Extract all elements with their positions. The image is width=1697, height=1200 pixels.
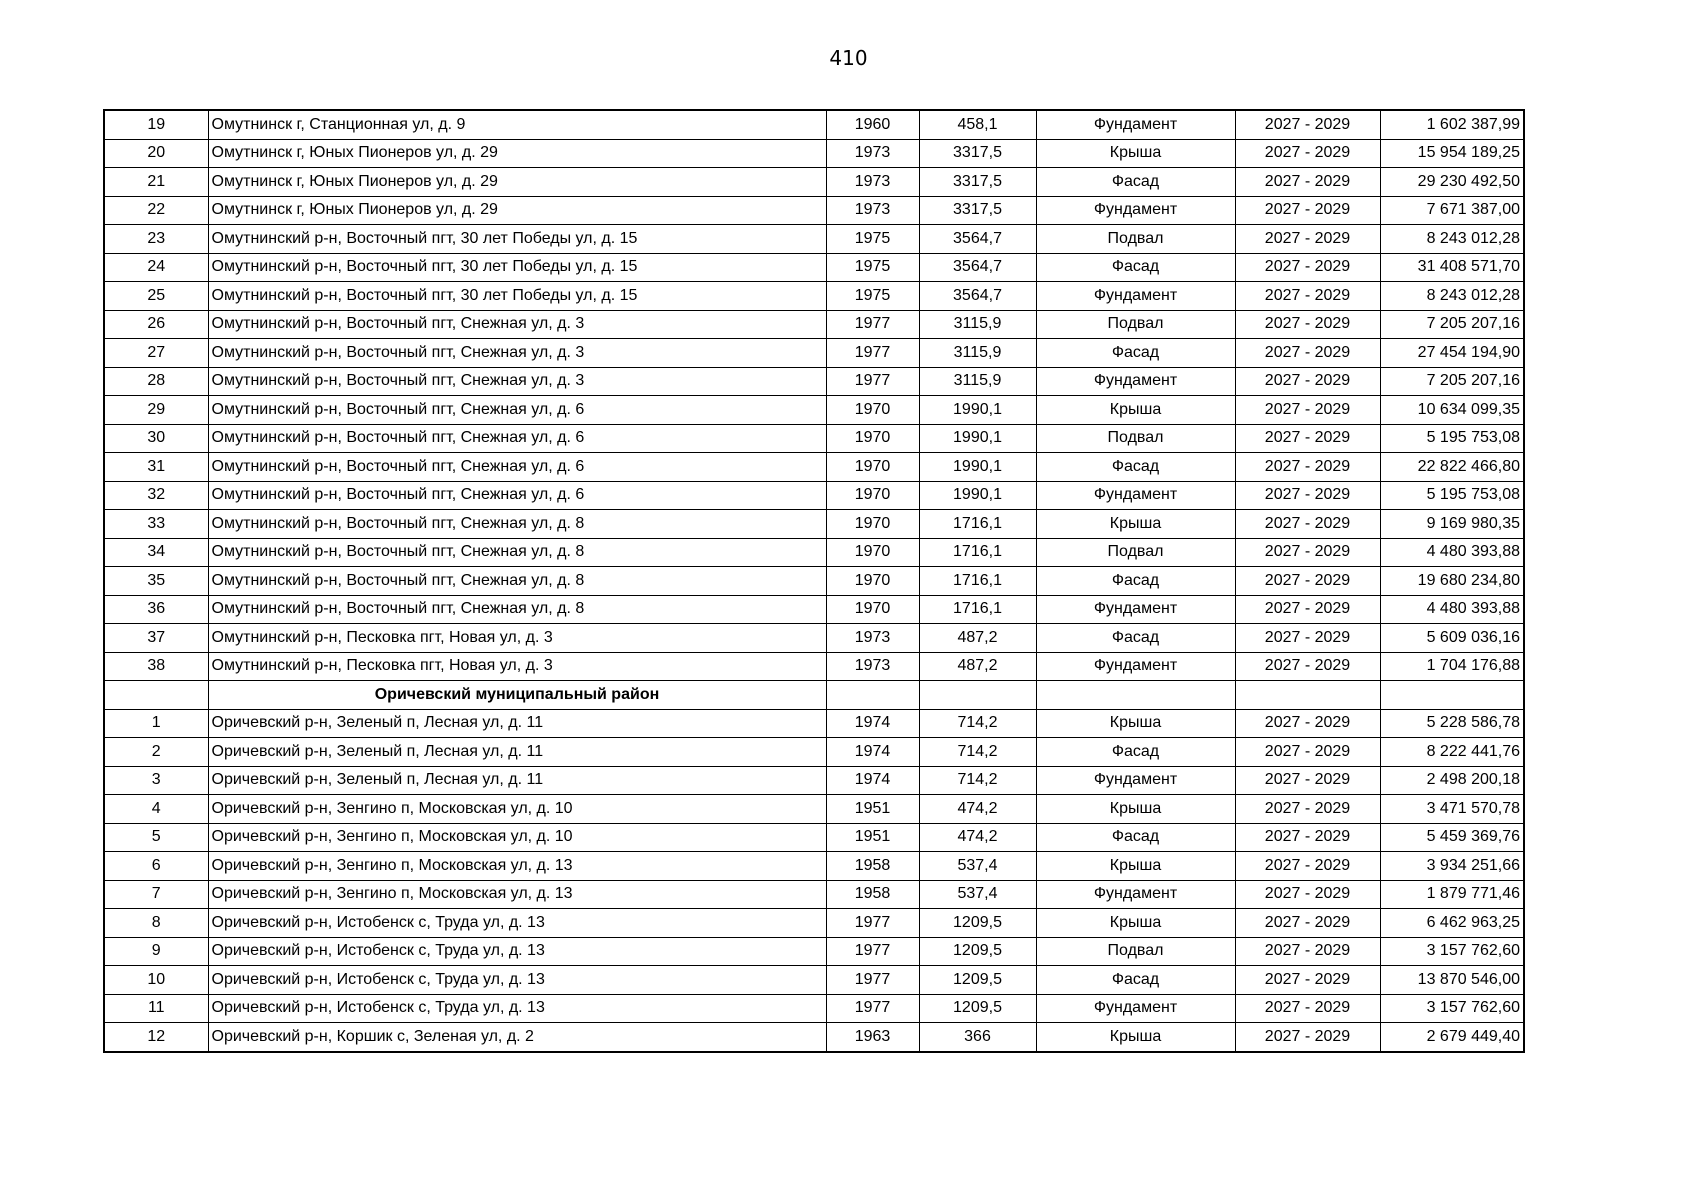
address-cell: Оричевский р-н, Зенгино п, Московская ул, д. 13 [208, 880, 826, 909]
repair-schedule-table [103, 109, 1525, 1053]
build-year-cell: 1977 [826, 909, 919, 938]
period-cell: 2027 - 2029 [1235, 282, 1380, 311]
build-year-cell: 1973 [826, 168, 919, 197]
address-cell: Оричевский р-н, Зенгино п, Московская ул, д. 10 [208, 823, 826, 852]
cost-cell: 15 954 189,25 [1380, 139, 1524, 168]
build-year-cell: 1977 [826, 994, 919, 1023]
build-year-cell: 1973 [826, 139, 919, 168]
table-row [104, 795, 1524, 824]
row-number-cell: 2 [104, 738, 208, 767]
row-number-cell: 7 [104, 880, 208, 909]
row-number-cell: 4 [104, 795, 208, 824]
build-year-cell: 1970 [826, 396, 919, 425]
table-row [104, 481, 1524, 510]
address-cell: Оричевский р-н, Зенгино п, Московская ул, д. 10 [208, 795, 826, 824]
cost-cell: 13 870 546,00 [1380, 966, 1524, 995]
work-type-cell: Фундамент [1036, 652, 1235, 681]
build-year-cell: 1974 [826, 738, 919, 767]
table-row [104, 966, 1524, 995]
cost-cell: 5 609 036,16 [1380, 624, 1524, 653]
table-row [104, 852, 1524, 881]
period-cell: 2027 - 2029 [1235, 738, 1380, 767]
address-cell: Омутнинский р-н, Восточный пгт, 30 лет Победы ул, д. 15 [208, 225, 826, 254]
address-cell: Омутнинский р-н, Восточный пгт, 30 лет Победы ул, д. 15 [208, 253, 826, 282]
row-number-cell [104, 681, 208, 710]
work-type-cell: Фасад [1036, 624, 1235, 653]
area-cell: 1990,1 [919, 481, 1036, 510]
area-cell: 474,2 [919, 795, 1036, 824]
period-cell: 2027 - 2029 [1235, 966, 1380, 995]
area-cell [919, 681, 1036, 710]
row-number-cell: 24 [104, 253, 208, 282]
build-year-cell: 1974 [826, 766, 919, 795]
area-cell: 1716,1 [919, 595, 1036, 624]
address-cell: Омутнинский р-н, Восточный пгт, 30 лет Победы ул, д. 15 [208, 282, 826, 311]
build-year-cell: 1975 [826, 282, 919, 311]
area-cell: 1209,5 [919, 994, 1036, 1023]
area-cell: 3317,5 [919, 196, 1036, 225]
cost-cell: 8 222 441,76 [1380, 738, 1524, 767]
cost-cell: 2 498 200,18 [1380, 766, 1524, 795]
build-year-cell: 1970 [826, 424, 919, 453]
area-cell: 3564,7 [919, 282, 1036, 311]
build-year-cell: 1975 [826, 225, 919, 254]
row-number-cell: 10 [104, 966, 208, 995]
area-cell: 3317,5 [919, 139, 1036, 168]
cost-cell: 5 195 753,08 [1380, 481, 1524, 510]
period-cell: 2027 - 2029 [1235, 852, 1380, 881]
cost-cell: 1 879 771,46 [1380, 880, 1524, 909]
period-cell: 2027 - 2029 [1235, 396, 1380, 425]
cost-cell: 1 704 176,88 [1380, 652, 1524, 681]
work-type-cell: Фасад [1036, 823, 1235, 852]
work-type-cell: Фундамент [1036, 766, 1235, 795]
address-cell: Оричевский р-н, Зеленый п, Лесная ул, д. 11 [208, 738, 826, 767]
row-number-cell: 35 [104, 567, 208, 596]
area-cell: 714,2 [919, 709, 1036, 738]
work-type-cell: Подвал [1036, 538, 1235, 567]
table-row [104, 994, 1524, 1023]
area-cell: 1209,5 [919, 966, 1036, 995]
area-cell: 458,1 [919, 110, 1036, 139]
address-cell: Омутнинский р-н, Восточный пгт, Снежная ул, д. 6 [208, 424, 826, 453]
table-row [104, 538, 1524, 567]
row-number-cell: 20 [104, 139, 208, 168]
area-cell: 487,2 [919, 624, 1036, 653]
table-row [104, 339, 1524, 368]
build-year-cell: 1974 [826, 709, 919, 738]
period-cell: 2027 - 2029 [1235, 453, 1380, 482]
work-type-cell: Фундамент [1036, 880, 1235, 909]
build-year-cell: 1973 [826, 196, 919, 225]
table-row [104, 652, 1524, 681]
area-cell: 1716,1 [919, 567, 1036, 596]
table-row [104, 624, 1524, 653]
period-cell: 2027 - 2029 [1235, 481, 1380, 510]
address-cell: Оричевский р-н, Зеленый п, Лесная ул, д. 11 [208, 766, 826, 795]
work-type-cell: Фундамент [1036, 367, 1235, 396]
cost-cell: 22 822 466,80 [1380, 453, 1524, 482]
address-cell: Омутнинский р-н, Восточный пгт, Снежная ул, д. 3 [208, 367, 826, 396]
area-cell: 487,2 [919, 652, 1036, 681]
row-number-cell: 25 [104, 282, 208, 311]
period-cell: 2027 - 2029 [1235, 339, 1380, 368]
period-cell: 2027 - 2029 [1235, 253, 1380, 282]
build-year-cell: 1970 [826, 453, 919, 482]
work-type-cell: Крыша [1036, 709, 1235, 738]
cost-cell: 8 243 012,28 [1380, 282, 1524, 311]
address-cell: Омутнинский р-н, Восточный пгт, Снежная ул, д. 3 [208, 310, 826, 339]
build-year-cell: 1977 [826, 367, 919, 396]
build-year-cell: 1977 [826, 937, 919, 966]
table-row [104, 310, 1524, 339]
area-cell: 1716,1 [919, 510, 1036, 539]
cost-cell: 3 934 251,66 [1380, 852, 1524, 881]
build-year-cell: 1977 [826, 310, 919, 339]
period-cell: 2027 - 2029 [1235, 168, 1380, 197]
cost-cell: 19 680 234,80 [1380, 567, 1524, 596]
build-year-cell: 1970 [826, 538, 919, 567]
build-year-cell: 1970 [826, 567, 919, 596]
work-type-cell: Фундамент [1036, 481, 1235, 510]
period-cell: 2027 - 2029 [1235, 424, 1380, 453]
work-type-cell: Подвал [1036, 225, 1235, 254]
work-type-cell: Фундамент [1036, 994, 1235, 1023]
address-cell: Омутнинск г, Юных Пионеров ул, д. 29 [208, 139, 826, 168]
cost-cell: 2 679 449,40 [1380, 1023, 1524, 1052]
area-cell: 3115,9 [919, 367, 1036, 396]
area-cell: 537,4 [919, 880, 1036, 909]
area-cell: 714,2 [919, 766, 1036, 795]
build-year-cell: 1960 [826, 110, 919, 139]
table-row [104, 424, 1524, 453]
build-year-cell: 1970 [826, 481, 919, 510]
area-cell: 1716,1 [919, 538, 1036, 567]
cost-cell: 3 471 570,78 [1380, 795, 1524, 824]
table-row [104, 225, 1524, 254]
period-cell: 2027 - 2029 [1235, 1023, 1380, 1052]
address-cell: Омутнинский р-н, Песковка пгт, Новая ул, д. 3 [208, 624, 826, 653]
work-type-cell: Фасад [1036, 966, 1235, 995]
table-row [104, 823, 1524, 852]
cost-cell: 1 602 387,99 [1380, 110, 1524, 139]
cost-cell: 3 157 762,60 [1380, 994, 1524, 1023]
section-title: Оричевский муниципальный район [208, 681, 826, 710]
table-row [104, 396, 1524, 425]
row-number-cell: 33 [104, 510, 208, 539]
work-type-cell: Фасад [1036, 453, 1235, 482]
table-row [104, 1023, 1524, 1052]
period-cell: 2027 - 2029 [1235, 937, 1380, 966]
row-number-cell: 1 [104, 709, 208, 738]
cost-cell: 27 454 194,90 [1380, 339, 1524, 368]
work-type-cell: Фасад [1036, 738, 1235, 767]
address-cell: Омутнинский р-н, Восточный пгт, Снежная ул, д. 8 [208, 595, 826, 624]
cost-cell [1380, 681, 1524, 710]
work-type-cell: Фундамент [1036, 110, 1235, 139]
row-number-cell: 26 [104, 310, 208, 339]
table-row [104, 168, 1524, 197]
period-cell: 2027 - 2029 [1235, 367, 1380, 396]
area-cell: 1209,5 [919, 937, 1036, 966]
address-cell: Омутнинский р-н, Восточный пгт, Снежная ул, д. 8 [208, 567, 826, 596]
row-number-cell: 37 [104, 624, 208, 653]
table-row [104, 738, 1524, 767]
cost-cell: 29 230 492,50 [1380, 168, 1524, 197]
area-cell: 3317,5 [919, 168, 1036, 197]
row-number-cell: 12 [104, 1023, 208, 1052]
build-year-cell: 1973 [826, 652, 919, 681]
row-number-cell: 6 [104, 852, 208, 881]
period-cell: 2027 - 2029 [1235, 766, 1380, 795]
table-row [104, 709, 1524, 738]
table-row [104, 196, 1524, 225]
period-cell: 2027 - 2029 [1235, 538, 1380, 567]
build-year-cell: 1970 [826, 595, 919, 624]
period-cell: 2027 - 2029 [1235, 196, 1380, 225]
build-year-cell: 1951 [826, 795, 919, 824]
table-row [104, 595, 1524, 624]
work-type-cell: Крыша [1036, 795, 1235, 824]
period-cell: 2027 - 2029 [1235, 795, 1380, 824]
work-type-cell: Фасад [1036, 253, 1235, 282]
work-type-cell: Крыша [1036, 909, 1235, 938]
address-cell: Оричевский р-н, Коршик с, Зеленая ул, д. 2 [208, 1023, 826, 1052]
row-number-cell: 22 [104, 196, 208, 225]
build-year-cell [826, 681, 919, 710]
address-cell: Омутнинский р-н, Восточный пгт, Снежная ул, д. 6 [208, 453, 826, 482]
cost-cell: 31 408 571,70 [1380, 253, 1524, 282]
row-number-cell: 21 [104, 168, 208, 197]
area-cell: 1990,1 [919, 396, 1036, 425]
cost-cell: 9 169 980,35 [1380, 510, 1524, 539]
period-cell: 2027 - 2029 [1235, 139, 1380, 168]
period-cell: 2027 - 2029 [1235, 110, 1380, 139]
row-number-cell: 27 [104, 339, 208, 368]
period-cell: 2027 - 2029 [1235, 823, 1380, 852]
row-number-cell: 11 [104, 994, 208, 1023]
build-year-cell: 1973 [826, 624, 919, 653]
cost-cell: 7 205 207,16 [1380, 367, 1524, 396]
work-type-cell: Подвал [1036, 310, 1235, 339]
row-number-cell: 30 [104, 424, 208, 453]
row-number-cell: 31 [104, 453, 208, 482]
period-cell: 2027 - 2029 [1235, 652, 1380, 681]
address-cell: Омутнинский р-н, Песковка пгт, Новая ул, д. 3 [208, 652, 826, 681]
cost-cell: 5 195 753,08 [1380, 424, 1524, 453]
period-cell [1235, 681, 1380, 710]
address-cell: Омутнинский р-н, Восточный пгт, Снежная ул, д. 8 [208, 538, 826, 567]
cost-cell: 4 480 393,88 [1380, 538, 1524, 567]
period-cell: 2027 - 2029 [1235, 510, 1380, 539]
area-cell: 366 [919, 1023, 1036, 1052]
period-cell: 2027 - 2029 [1235, 909, 1380, 938]
table-row [104, 139, 1524, 168]
build-year-cell: 1951 [826, 823, 919, 852]
build-year-cell: 1958 [826, 880, 919, 909]
area-cell: 474,2 [919, 823, 1036, 852]
area-cell: 3564,7 [919, 253, 1036, 282]
work-type-cell: Крыша [1036, 1023, 1235, 1052]
cost-cell: 5 228 586,78 [1380, 709, 1524, 738]
work-type-cell: Фундамент [1036, 595, 1235, 624]
work-type-cell: Фасад [1036, 567, 1235, 596]
period-cell: 2027 - 2029 [1235, 310, 1380, 339]
address-cell: Оричевский р-н, Зеленый п, Лесная ул, д. 11 [208, 709, 826, 738]
row-number-cell: 28 [104, 367, 208, 396]
address-cell: Омутнинск г, Юных Пионеров ул, д. 29 [208, 168, 826, 197]
row-number-cell: 23 [104, 225, 208, 254]
address-cell: Оричевский р-н, Истобенск с, Труда ул, д. 13 [208, 909, 826, 938]
row-number-cell: 19 [104, 110, 208, 139]
table-row [104, 282, 1524, 311]
row-number-cell: 29 [104, 396, 208, 425]
table-row [104, 253, 1524, 282]
period-cell: 2027 - 2029 [1235, 595, 1380, 624]
cost-cell: 7 205 207,16 [1380, 310, 1524, 339]
row-number-cell: 38 [104, 652, 208, 681]
address-cell: Оричевский р-н, Истобенск с, Труда ул, д. 13 [208, 966, 826, 995]
work-type-cell: Фундамент [1036, 196, 1235, 225]
area-cell: 1209,5 [919, 909, 1036, 938]
work-type-cell: Крыша [1036, 139, 1235, 168]
build-year-cell: 1958 [826, 852, 919, 881]
cost-cell: 10 634 099,35 [1380, 396, 1524, 425]
cost-cell: 4 480 393,88 [1380, 595, 1524, 624]
cost-cell: 6 462 963,25 [1380, 909, 1524, 938]
area-cell: 714,2 [919, 738, 1036, 767]
row-number-cell: 36 [104, 595, 208, 624]
section-header-row [104, 681, 1524, 710]
page-number: 410 [829, 46, 868, 70]
table-row [104, 937, 1524, 966]
row-number-cell: 3 [104, 766, 208, 795]
row-number-cell: 5 [104, 823, 208, 852]
work-type-cell: Фасад [1036, 168, 1235, 197]
work-type-cell: Крыша [1036, 852, 1235, 881]
row-number-cell: 9 [104, 937, 208, 966]
table-row [104, 567, 1524, 596]
table-body [104, 110, 1524, 1052]
area-cell: 537,4 [919, 852, 1036, 881]
work-type-cell: Подвал [1036, 424, 1235, 453]
area-cell: 3115,9 [919, 310, 1036, 339]
period-cell: 2027 - 2029 [1235, 225, 1380, 254]
area-cell: 3115,9 [919, 339, 1036, 368]
work-type-cell [1036, 681, 1235, 710]
build-year-cell: 1975 [826, 253, 919, 282]
table-row [104, 453, 1524, 482]
table-row [104, 766, 1524, 795]
address-cell: Омутнинский р-н, Восточный пгт, Снежная ул, д. 8 [208, 510, 826, 539]
table-row [104, 110, 1524, 139]
address-cell: Омутнинск г, Станционная ул, д. 9 [208, 110, 826, 139]
build-year-cell: 1977 [826, 966, 919, 995]
area-cell: 1990,1 [919, 424, 1036, 453]
cost-cell: 8 243 012,28 [1380, 225, 1524, 254]
area-cell: 3564,7 [919, 225, 1036, 254]
row-number-cell: 32 [104, 481, 208, 510]
area-cell: 1990,1 [919, 453, 1036, 482]
address-cell: Оричевский р-н, Истобенск с, Труда ул, д. 13 [208, 994, 826, 1023]
cost-cell: 7 671 387,00 [1380, 196, 1524, 225]
build-year-cell: 1970 [826, 510, 919, 539]
build-year-cell: 1977 [826, 339, 919, 368]
table-row [104, 880, 1524, 909]
work-type-cell: Фасад [1036, 339, 1235, 368]
address-cell: Омутнинский р-н, Восточный пгт, Снежная ул, д. 6 [208, 396, 826, 425]
address-cell: Омутнинск г, Юных Пионеров ул, д. 29 [208, 196, 826, 225]
row-number-cell: 8 [104, 909, 208, 938]
build-year-cell: 1963 [826, 1023, 919, 1052]
period-cell: 2027 - 2029 [1235, 709, 1380, 738]
table-row [104, 510, 1524, 539]
period-cell: 2027 - 2029 [1235, 994, 1380, 1023]
address-cell: Омутнинский р-н, Восточный пгт, Снежная ул, д. 6 [208, 481, 826, 510]
table-row [104, 367, 1524, 396]
cost-cell: 5 459 369,76 [1380, 823, 1524, 852]
period-cell: 2027 - 2029 [1235, 624, 1380, 653]
work-type-cell: Фундамент [1036, 282, 1235, 311]
period-cell: 2027 - 2029 [1235, 567, 1380, 596]
cost-cell: 3 157 762,60 [1380, 937, 1524, 966]
period-cell: 2027 - 2029 [1235, 880, 1380, 909]
address-cell: Омутнинский р-н, Восточный пгт, Снежная ул, д. 3 [208, 339, 826, 368]
address-cell: Оричевский р-н, Зенгино п, Московская ул, д. 13 [208, 852, 826, 881]
work-type-cell: Подвал [1036, 937, 1235, 966]
address-cell: Оричевский р-н, Истобенск с, Труда ул, д. 13 [208, 937, 826, 966]
work-type-cell: Крыша [1036, 396, 1235, 425]
row-number-cell: 34 [104, 538, 208, 567]
table-row [104, 909, 1524, 938]
work-type-cell: Крыша [1036, 510, 1235, 539]
